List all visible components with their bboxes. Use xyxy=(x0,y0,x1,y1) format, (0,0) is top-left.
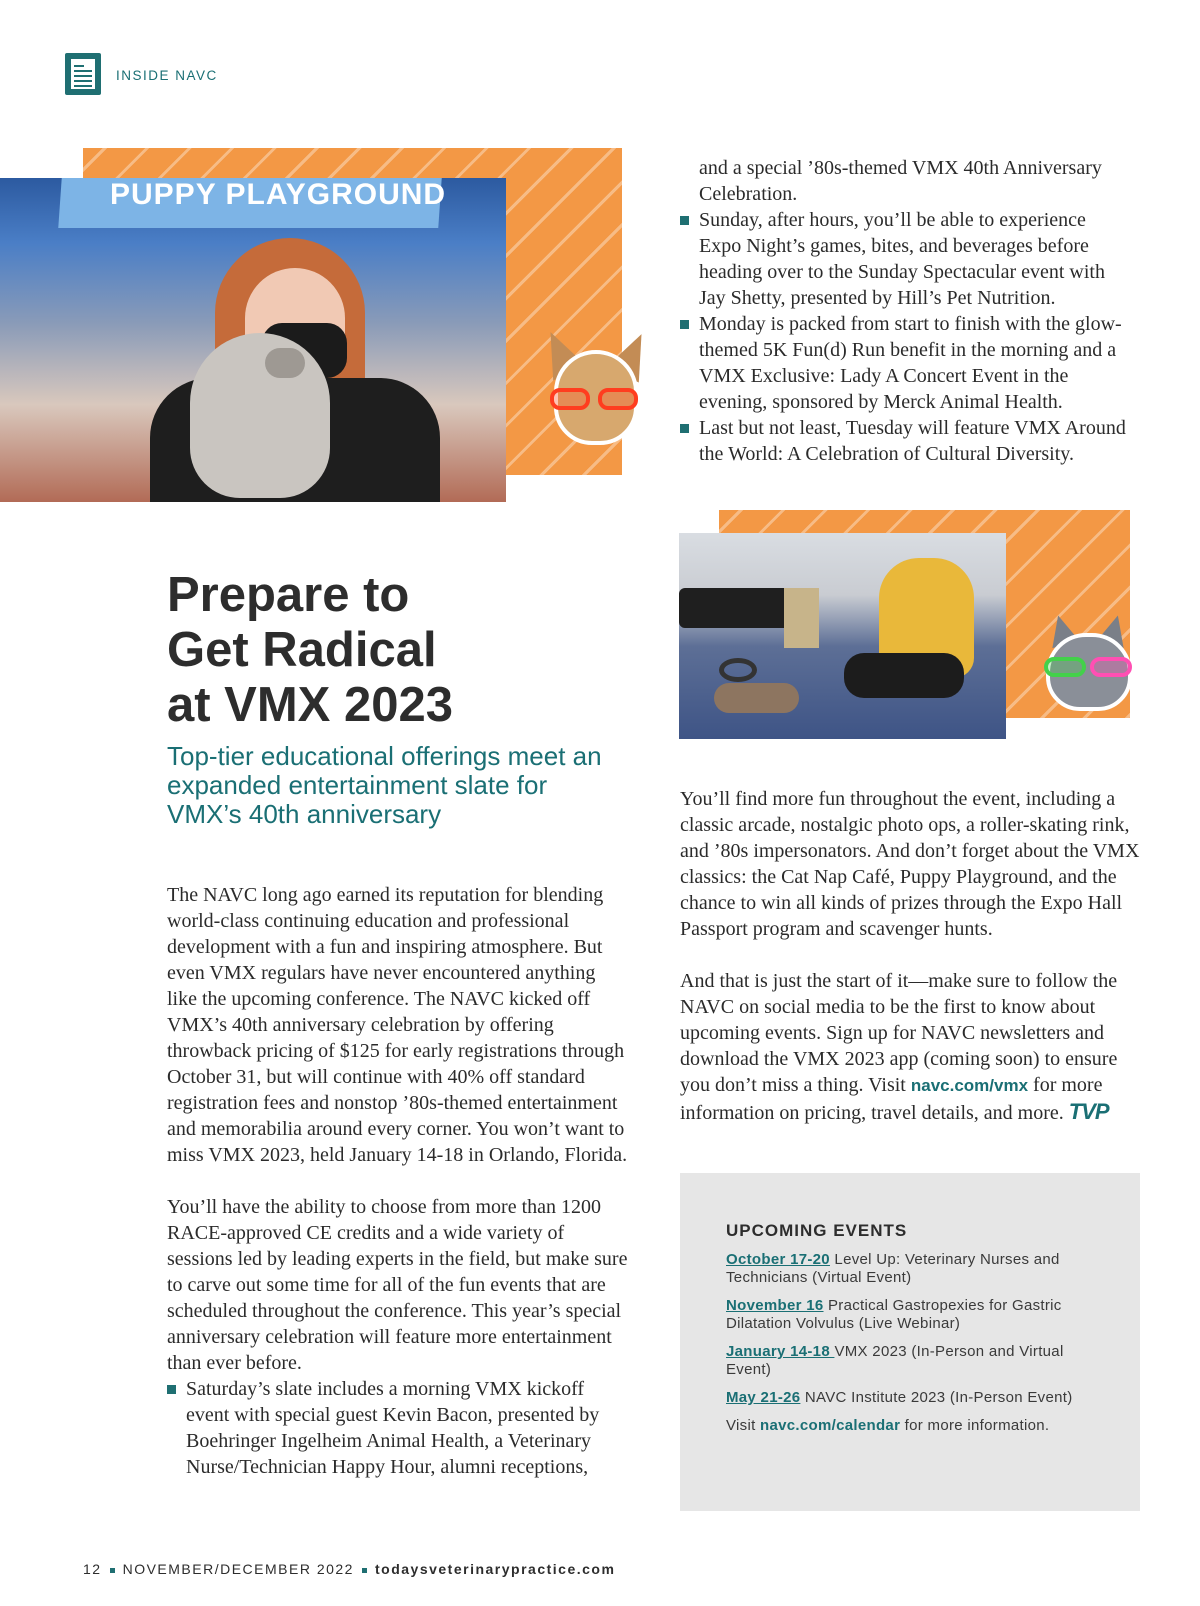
article-subhead: Top-tier educational offerings meet an expanded entertainment slate for VMX’s 40th anniversary xyxy=(167,741,602,829)
events-title: UPCOMING EVENTS xyxy=(726,1221,908,1240)
bullet-monday: Monday is packed from start to finish with the glow-themed 5K Fun(d) Run benefit in the morning and a VMX Exclusive: Lady A Concert Event in the evening, sponsored by Merck Animal Health. xyxy=(680,311,1130,415)
event-date-link[interactable]: November 16 xyxy=(726,1297,824,1314)
event-item: October 17-20 Level Up: Veterinary Nurses and Technicians (Virtual Event) xyxy=(726,1251,1060,1286)
cat-nap-cafe-photo xyxy=(679,533,1006,739)
section-label: INSIDE NAVC xyxy=(116,68,218,83)
cat-sunglasses-cutout xyxy=(1040,615,1136,715)
calendar-link[interactable]: navc.com/calendar xyxy=(760,1417,901,1434)
bullet-saturday: Saturday’s slate includes a morning VMX kickoff event with special guest Kevin Bacon, presented by Boehringer Ingelheim Animal Health, a Veterinary Nurse/Technician Happy Hour, alumni receptions, xyxy=(167,1376,629,1480)
upcoming-events-box xyxy=(680,1173,1140,1511)
event-date-link[interactable]: January 14-18 xyxy=(726,1343,835,1360)
paragraph-intro: The NAVC long ago earned its reputation for blending world-class continuing education and professional development with a fun and inspiring atmosphere. But even VMX regulars have never encountered anything like the upcoming conference. The NAVC kicked off VMX’s 40th anniversary celebration by offering throwback pricing of $125 for early registrations through October 31, but will continue with 40% off standard registration fees and nonstop ’80s-themed entertainment and memorabilia around every corner. You won’t want to miss VMX 2023, held January 14-18 in Orlando, Florida. xyxy=(167,884,628,1166)
page-number: 12 xyxy=(83,1561,102,1577)
tvp-end-mark: TVP xyxy=(1068,1099,1109,1124)
event-item: November 16 Practical Gastropexies for Gastric Dilatation Volvulus (Live Webinar) xyxy=(726,1297,1062,1332)
bullet-list-right xyxy=(680,207,1130,467)
site-link[interactable]: todaysveterinarypractice.com xyxy=(374,1561,616,1577)
right-column-top xyxy=(680,155,1130,467)
puppy-playground-photo xyxy=(0,178,506,502)
page-footer xyxy=(83,1561,615,1577)
events-footer: Visit navc.com/calendar for more information. xyxy=(726,1417,1050,1434)
event-item: January 14-18 VMX 2023 (In-Person and Virtual Event) xyxy=(726,1343,1064,1378)
article-headline: Prepare to Get Radical at VMX 2023 xyxy=(167,568,453,732)
paragraph-ce-credits: You’ll have the ability to choose from more than 1200 RACE-approved CE credits and a wide variety of sessions led by leading experts in the field, but make sure to carve out some time for all of the fun events that are scheduled throughout the conference. This year’s special anniversary celebration will feature more entertainment than ever before. xyxy=(167,1196,628,1374)
newspaper-icon xyxy=(65,53,101,95)
bullet-sunday: Sunday, after hours, you’ll be able to experience Expo Night’s games, bites, and beverages before heading over to the Sunday Spectacular event with Jay Shetty, presented by Hill’s Pet Nutrition. xyxy=(680,207,1130,311)
vmx-link[interactable]: navc.com/vmx xyxy=(910,1076,1029,1095)
chihuahua-sunglasses-cutout xyxy=(542,330,652,458)
event-item: May 21-26 NAVC Institute 2023 (In-Person Event) xyxy=(726,1389,1073,1406)
paragraph-more-fun: You’ll find more fun throughout the event, including a classic arcade, nostalgic photo ops, a roller-skating rink, and ’80s impersonators. And don’t forget about the VMX classics: the Cat Nap Café, Puppy Playground, and the chance to win all kinds of prizes through the Expo Hall Passport program and scavenger hunts. xyxy=(680,788,1140,940)
event-date-link[interactable]: October 17-20 xyxy=(726,1251,830,1268)
right-column-body xyxy=(680,786,1142,1152)
bullet-saturday-continued: and a special ’80s-themed VMX 40th Anniversary Celebration. xyxy=(699,157,1102,205)
event-date-link[interactable]: May 21-26 xyxy=(726,1389,801,1406)
left-column-body xyxy=(167,882,629,1480)
bullet-tuesday: Last but not least, Tuesday will feature VMX Around the World: A Celebration of Cultural Diversity. xyxy=(680,415,1130,467)
photo-banner-text: PUPPY PLAYGROUND xyxy=(110,178,447,211)
paragraph-follow: And that is just the start of it—make sure to follow the NAVC on social media to be the first to know about upcoming events. Sign up for NAVC newsletters and download the VMX 2023 app (coming soon) to ensure you don’t miss a thing. Visit navc.com/vmx for more information on pricing, travel details, and more. TVP xyxy=(680,970,1118,1124)
issue-date: NOVEMBER/DECEMBER 2022 xyxy=(122,1561,354,1577)
